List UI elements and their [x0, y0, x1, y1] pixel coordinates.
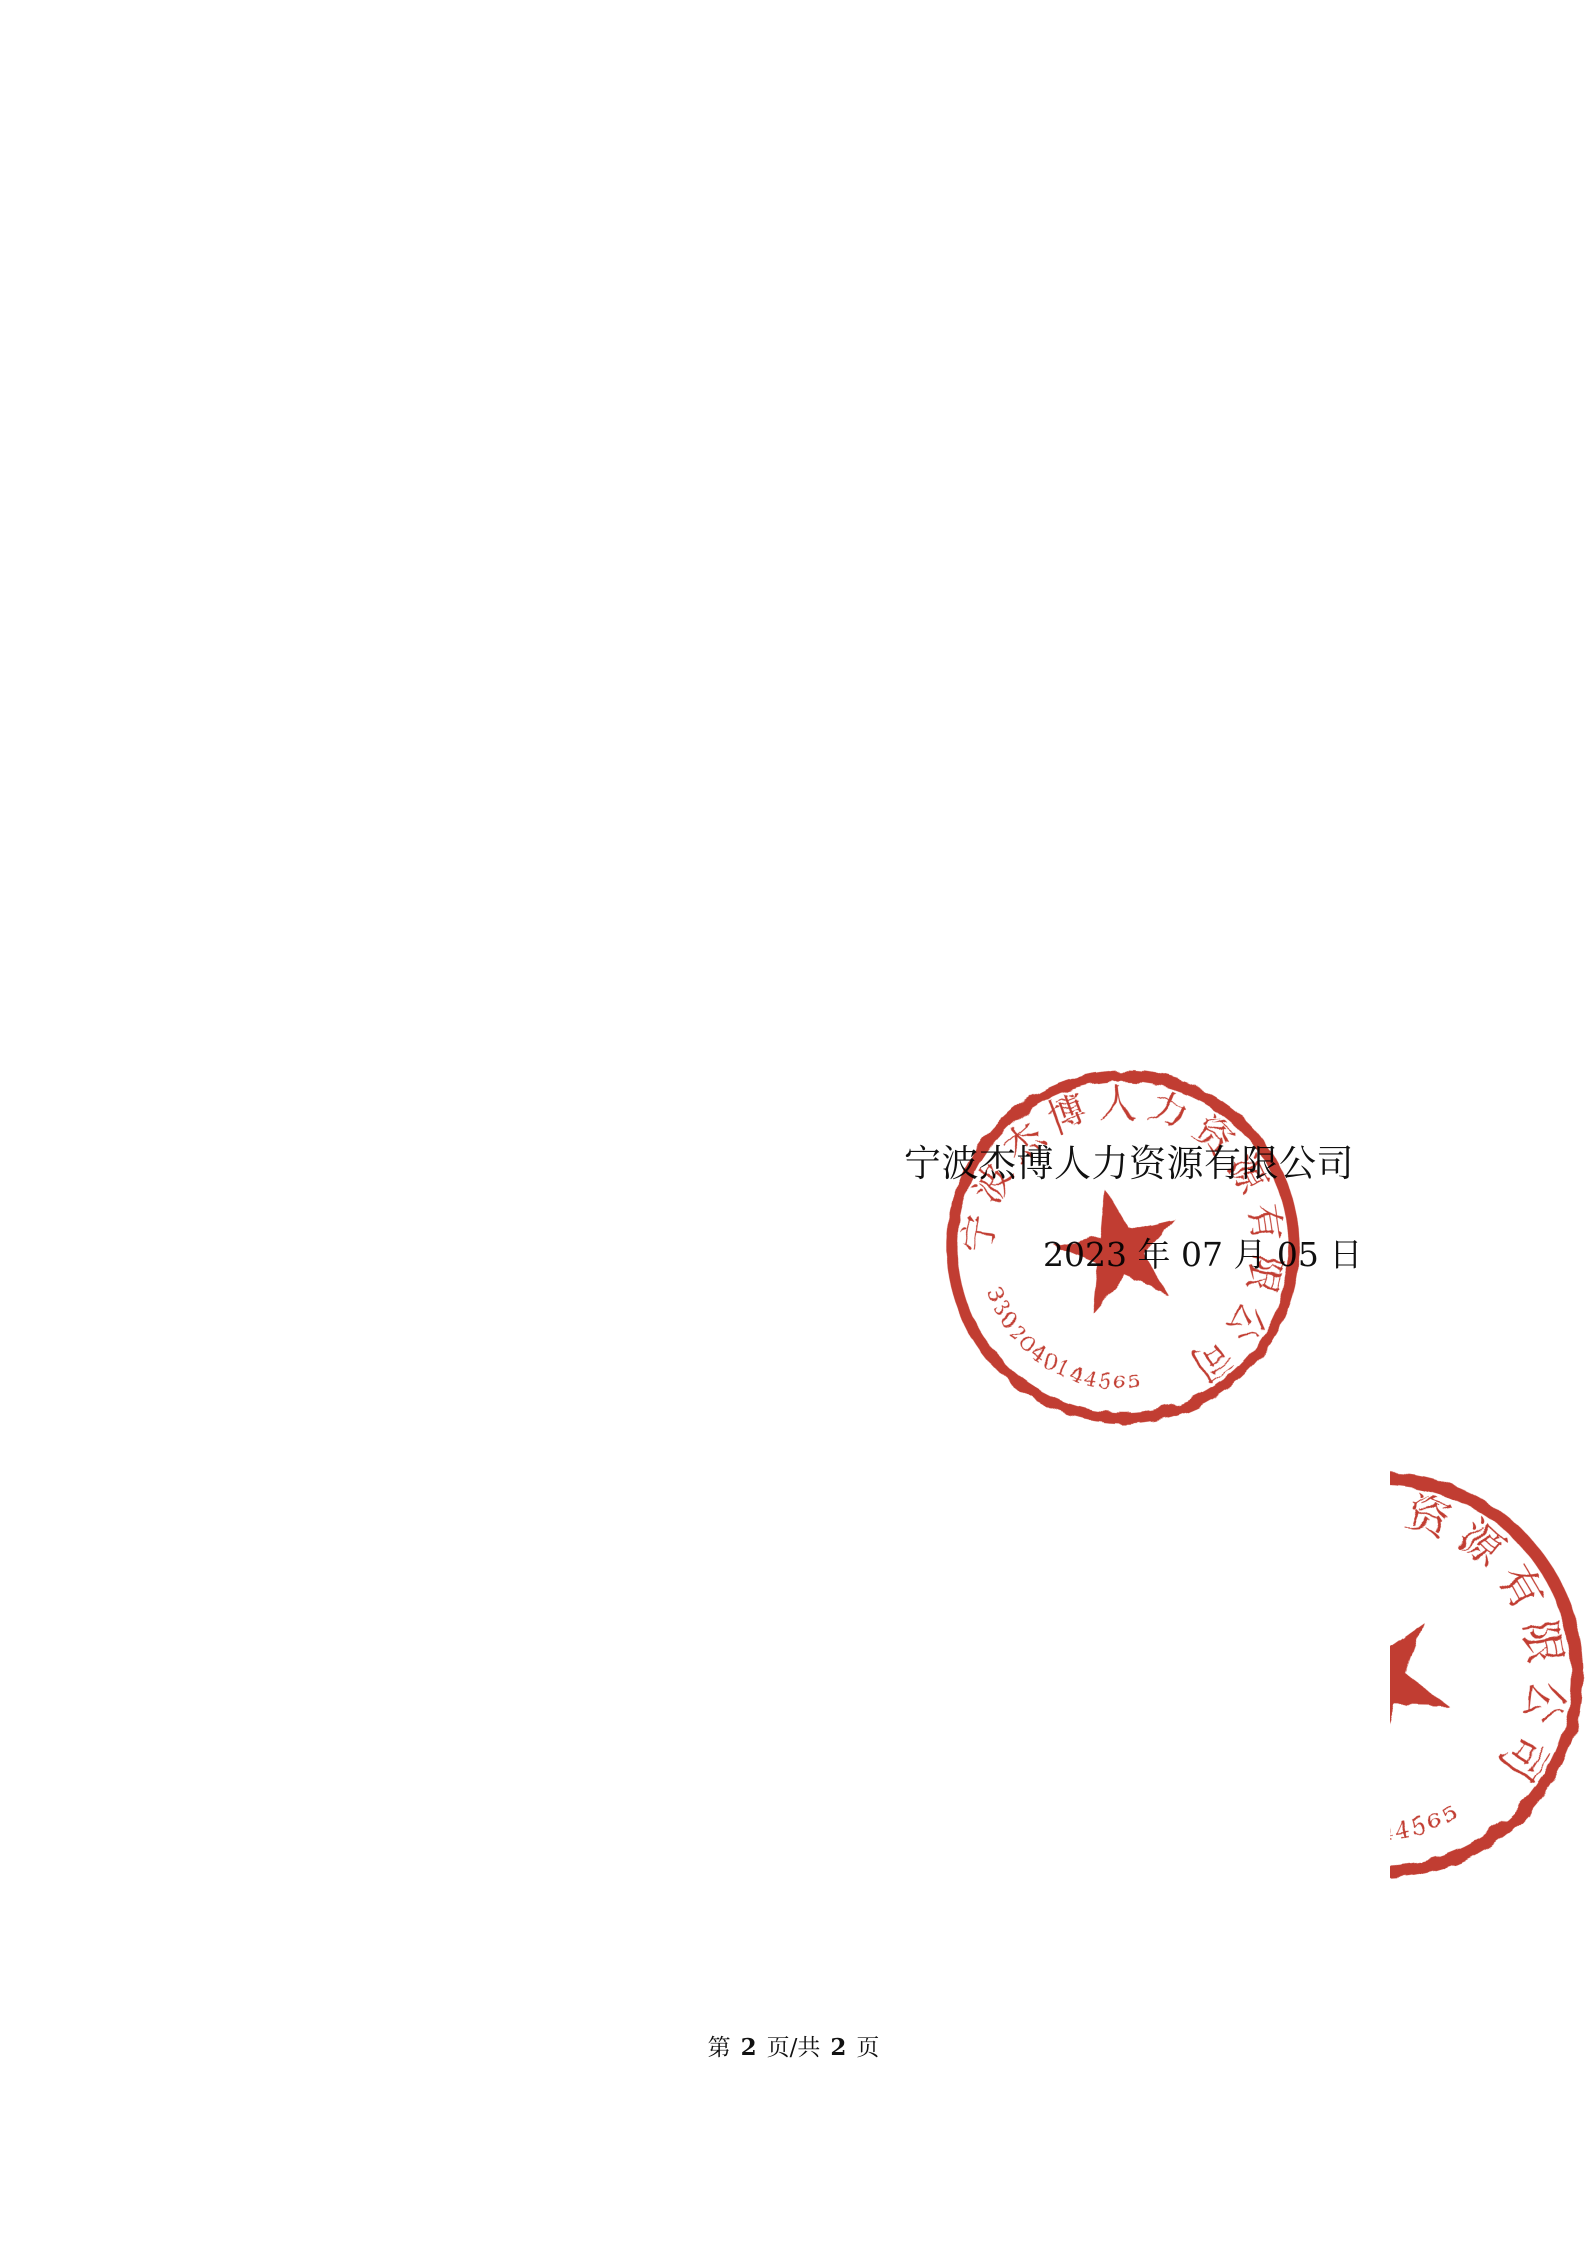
footer-current-page: 2	[740, 2034, 757, 2061]
company-seal-stamp-partial	[1390, 1450, 1587, 1908]
footer-prefix: 第	[707, 2035, 731, 2061]
company-seal-stamp	[861, 985, 1385, 1509]
footer-suffix: 页	[856, 2035, 880, 2061]
footer-middle: 页/共	[766, 2035, 821, 2061]
company-name: 宁波杰博人力资源有限公司	[904, 1142, 1354, 1185]
footer-total-pages: 2	[830, 2034, 847, 2061]
partial-seal-stamp	[1390, 1450, 1587, 1908]
roster-table-body	[233, 193, 1357, 1031]
signature-date: 2023 年 07 月 05 日	[1043, 1235, 1363, 1274]
roster-table	[233, 193, 1357, 1031]
page-footer	[0, 2029, 1587, 2062]
